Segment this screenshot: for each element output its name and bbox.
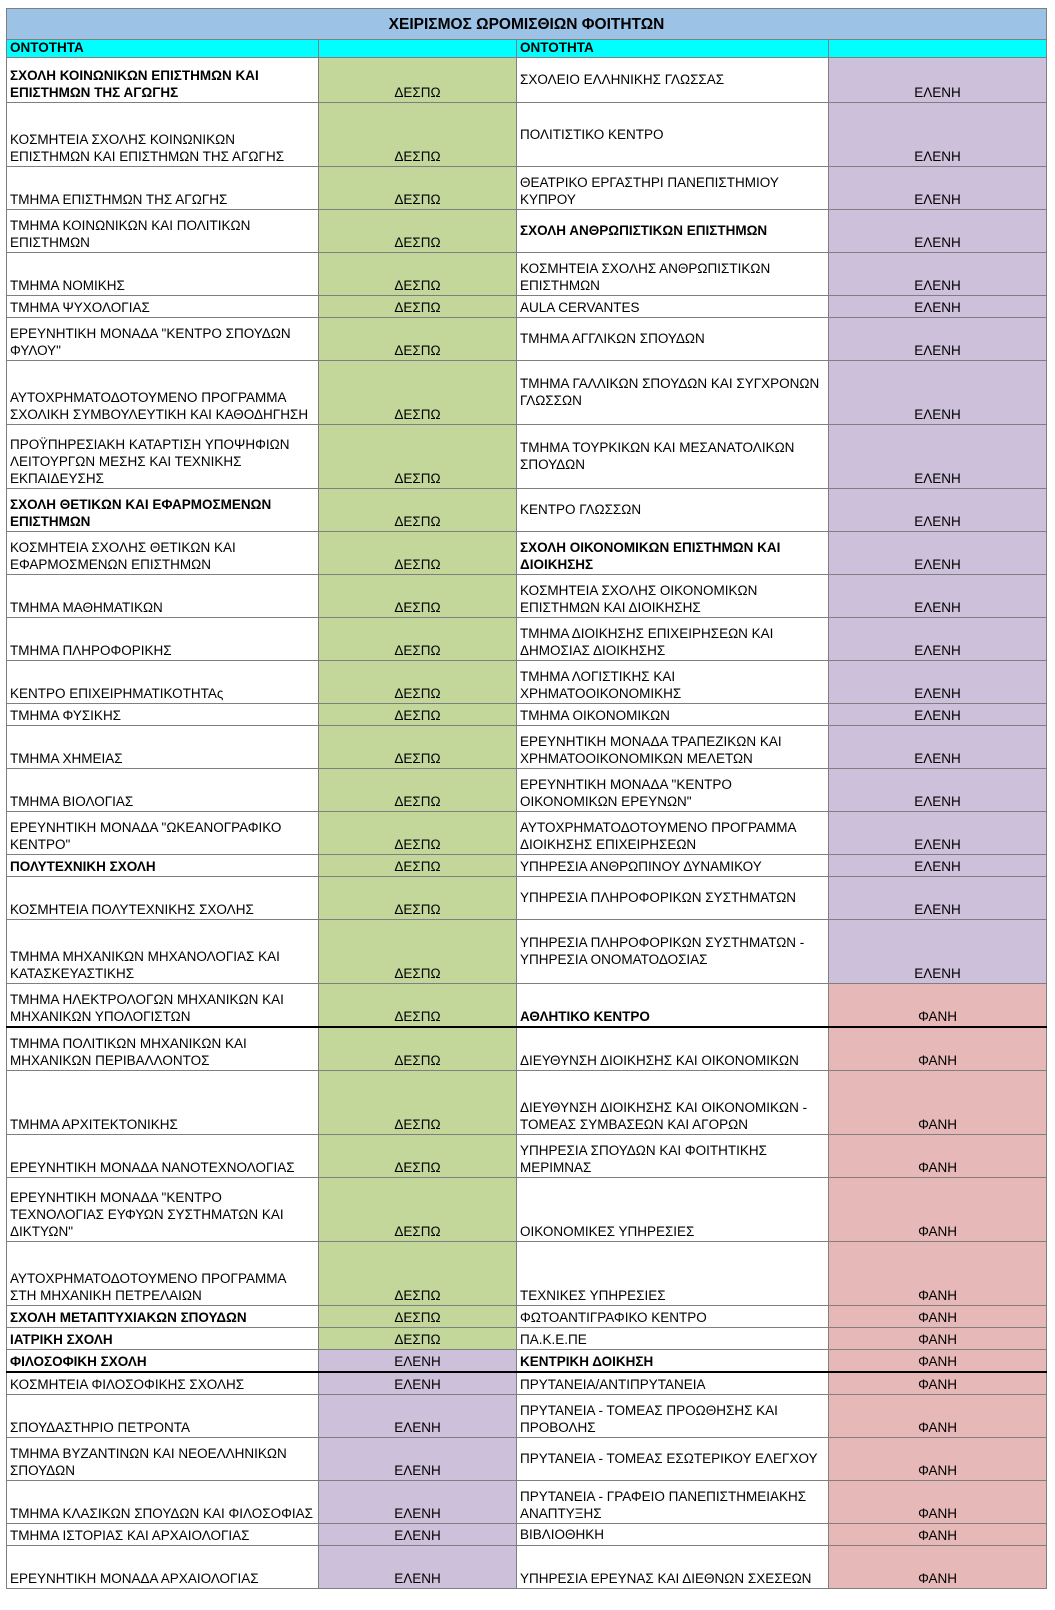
left-owner: ΔΕΣΠΩ (319, 318, 517, 361)
table-row (7, 425, 1047, 489)
right-owner: ΕΛΕΝΗ (829, 877, 1047, 920)
right-owner: ΦΑΝΗ (829, 1546, 1047, 1589)
left-entity-name: ΚΟΣΜΗΤΕΙΑ ΣΧΟΛΗΣ ΚΟΙΝΩΝΙΚΩΝ ΕΠΙΣΤΗΜΩΝ ΚΑΙ ΕΠΙΣΤΗΜΩΝ ΤΗΣ ΑΓΩΓΗΣ (7, 103, 319, 167)
left-entity-name: ΕΡΕΥΝΗΤΙΚΗ ΜΟΝΑΔΑ ΑΡΧΑΙΟΛΟΓΙΑΣ (7, 1546, 319, 1589)
right-owner: ΦΑΝΗ (829, 1328, 1047, 1350)
right-owner: ΦΑΝΗ (829, 1481, 1047, 1524)
left-entity-name: ΠΡΟΫΠΗΡΕΣΙΑΚΗ ΚΑΤΑΡΤΙΣΗ ΥΠΟΨΗΦΙΩΝ ΛΕΙΤΟΥΡΓΩΝ ΜΕΣΗΣ ΚΑΙ ΤΕΧΝΙΚΗΣ ΕΚΠΑΙΔΕΥΣΗΣ (7, 425, 319, 489)
left-entity-name: ΣΧΟΛΗ ΘΕΤΙΚΩΝ ΚΑΙ ΕΦΑΡΜΟΣΜΕΝΩΝ ΕΠΙΣΤΗΜΩΝ (7, 489, 319, 532)
left-owner: ΔΕΣΠΩ (319, 210, 517, 253)
right-owner: ΦΑΝΗ (829, 1027, 1047, 1071)
table-row (7, 210, 1047, 253)
left-owner: ΔΕΣΠΩ (319, 58, 517, 103)
right-owner: ΦΑΝΗ (829, 1372, 1047, 1395)
table-row (7, 855, 1047, 877)
left-owner: ΔΕΣΠΩ (319, 1135, 517, 1178)
table-row (7, 103, 1047, 167)
right-owner: ΕΛΕΝΗ (829, 920, 1047, 984)
left-entity-name: ΦΙΛΟΣΟΦΙΚΗ ΣΧΟΛΗ (7, 1350, 319, 1373)
right-entity-name: ΚΕΝΤΡΟ ΓΛΩΣΣΩΝ (517, 489, 829, 532)
left-owner: ΔΕΣΠΩ (319, 984, 517, 1028)
right-entity-name: ΤΜΗΜΑ ΔΙΟΙΚΗΣΗΣ ΕΠΙΧΕΙΡΗΣΕΩΝ ΚΑΙ ΔΗΜΟΣΙΑΣ ΔΙΟΙΚΗΣΗΣ (517, 618, 829, 661)
right-entity-name: ΤΜΗΜΑ ΟΙΚΟΝΟΜΙΚΩΝ (517, 704, 829, 726)
table-row (7, 1546, 1047, 1589)
right-entity-name: ΒΙΒΛΙΟΘΗΚΗ (517, 1524, 829, 1546)
left-entity-name: ΣΧΟΛΗ ΚΟΙΝΩΝΙΚΩΝ ΕΠΙΣΤΗΜΩΝ ΚΑΙ ΕΠΙΣΤΗΜΩΝ ΤΗΣ ΑΓΩΓΗΣ (7, 58, 319, 103)
left-entity-name: ΚΕΝΤΡΟ ΕΠΙΧΕΙΡΗΜΑΤΙΚΟΤΗΤΑς (7, 661, 319, 704)
left-owner: ΕΛΕΝΗ (319, 1481, 517, 1524)
right-owner: ΕΛΕΝΗ (829, 167, 1047, 210)
right-entity-name: ΤΜΗΜΑ ΓΑΛΛΙΚΩΝ ΣΠΟΥΔΩΝ ΚΑΙ ΣΥΓΧΡΟΝΩΝ ΓΛΩΣΣΩΝ (517, 361, 829, 425)
spreadsheet (6, 8, 1046, 1589)
right-entity-name: ΚΟΣΜΗΤΕΙΑ ΣΧΟΛΗΣ ΟΙΚΟΝΟΜΙΚΩΝ ΕΠΙΣΤΗΜΩΝ ΚΑΙ ΔΙΟΙΚΗΣΗΣ (517, 575, 829, 618)
right-entity-name: ΣΧΟΛΕΙΟ ΕΛΛΗΝΙΚΗΣ ΓΛΩΣΣΑΣ (517, 58, 829, 103)
left-entity-name: ΤΜΗΜΑ ΠΛΗΡΟΦΟΡΙΚΗΣ (7, 618, 319, 661)
right-entity-name: ΣΧΟΛΗ ΟΙΚΟΝΟΜΙΚΩΝ ΕΠΙΣΤΗΜΩΝ ΚΑΙ ΔΙΟΙΚΗΣΗΣ (517, 532, 829, 575)
left-entity-name: ΤΜΗΜΑ ΚΟΙΝΩΝΙΚΩΝ ΚΑΙ ΠΟΛΙΤΙΚΩΝ ΕΠΙΣΤΗΜΩΝ (7, 210, 319, 253)
left-entity-name: ΤΜΗΜΑ ΧΗΜΕΙΑΣ (7, 726, 319, 769)
right-entity-name: ΚΟΣΜΗΤΕΙΑ ΣΧΟΛΗΣ ΑΝΘΡΩΠΙΣΤΙΚΩΝ ΕΠΙΣΤΗΜΩΝ (517, 253, 829, 296)
table-row (7, 618, 1047, 661)
right-owner: ΕΛΕΝΗ (829, 855, 1047, 877)
right-owner: ΕΛΕΝΗ (829, 726, 1047, 769)
left-owner: ΕΛΕΝΗ (319, 1546, 517, 1589)
right-owner: ΕΛΕΝΗ (829, 618, 1047, 661)
left-owner: ΔΕΣΠΩ (319, 877, 517, 920)
right-entity-header: ΟΝΤΟΤΗΤΑ (517, 40, 829, 58)
right-owner: ΦΑΝΗ (829, 1135, 1047, 1178)
left-owner: ΔΕΣΠΩ (319, 1027, 517, 1071)
right-entity-name: ΟΙΚΟΝΟΜΙΚΕΣ ΥΠΗΡΕΣΙΕΣ (517, 1178, 829, 1242)
right-entity-name: ΑΘΛΗΤΙΚΟ ΚΕΝΤΡΟ (517, 984, 829, 1028)
right-owner-header (829, 40, 1047, 58)
right-owner: ΕΛΕΝΗ (829, 661, 1047, 704)
left-owner: ΔΕΣΠΩ (319, 489, 517, 532)
right-entity-name: AULA CERVANTES (517, 296, 829, 318)
left-entity-name: ΣΠΟΥΔΑΣΤΗΡΙΟ ΠΕΤΡΟΝΤΑ (7, 1395, 319, 1438)
right-entity-name: ΠΡΥΤΑΝΕΙΑ - ΤΟΜΕΑΣ ΕΣΩΤΕΡΙΚΟΥ ΕΛΕΓΧΟΥ (517, 1438, 829, 1481)
table-row (7, 1372, 1047, 1395)
left-owner-header (319, 40, 517, 58)
right-entity-name: ΥΠΗΡΕΣΙΑ ΕΡΕΥΝΑΣ ΚΑΙ ΔΙΕΘΝΩΝ ΣΧΕΣΕΩΝ (517, 1546, 829, 1589)
right-entity-name: ΘΕΑΤΡΙΚΟ ΕΡΓΑΣΤΗΡΙ ΠΑΝΕΠΙΣΤΗΜΙΟΥ ΚΥΠΡΟΥ (517, 167, 829, 210)
left-owner: ΔΕΣΠΩ (319, 769, 517, 812)
left-owner: ΔΕΣΠΩ (319, 253, 517, 296)
table-row (7, 253, 1047, 296)
left-entity-name: ΤΜΗΜΑ ΜΑΘΗΜΑΤΙΚΩΝ (7, 575, 319, 618)
table-row (7, 920, 1047, 984)
right-entity-name: ΠΡΥΤΑΝΕΙΑ - ΓΡΑΦΕΙΟ ΠΑΝΕΠΙΣΤΗΜΕΙΑΚΗΣ ΑΝΑΠΤΥΞΗΣ (517, 1481, 829, 1524)
right-entity-name: ΕΡΕΥΝΗΤΙΚΗ ΜΟΝΑΔΑ ΤΡΑΠΕΖΙΚΩΝ ΚΑΙ ΧΡΗΜΑΤΟΟΙΚΟΝΟΜΙΚΩΝ ΜΕΛΕΤΩΝ (517, 726, 829, 769)
table-row (7, 575, 1047, 618)
left-owner: ΔΕΣΠΩ (319, 532, 517, 575)
right-entity-name: ΦΩΤΟΑΝΤΙΓΡΑΦΙΚΟ ΚΕΝΤΡΟ (517, 1306, 829, 1328)
table-row (7, 1438, 1047, 1481)
left-entity-name: ΤΜΗΜΑ ΠΟΛΙΤΙΚΩΝ ΜΗΧΑΝΙΚΩΝ ΚΑΙ ΜΗΧΑΝΙΚΩΝ ΠΕΡΙΒΑΛΛΟΝΤΟΣ (7, 1027, 319, 1071)
table-row (7, 877, 1047, 920)
table-row (7, 167, 1047, 210)
table-row (7, 1328, 1047, 1350)
left-entity-name: ΤΜΗΜΑ ΜΗΧΑΝΙΚΩΝ ΜΗΧΑΝΟΛΟΓΙΑΣ ΚΑΙ ΚΑΤΑΣΚΕΥΑΣΤΙΚΗΣ (7, 920, 319, 984)
left-owner: ΔΕΣΠΩ (319, 575, 517, 618)
table-row (7, 489, 1047, 532)
left-entity-name: ΚΟΣΜΗΤΕΙΑ ΠΟΛΥΤΕΧΝΙΚΗΣ ΣΧΟΛΗΣ (7, 877, 319, 920)
left-owner: ΕΛΕΝΗ (319, 1524, 517, 1546)
left-owner: ΔΕΣΠΩ (319, 1306, 517, 1328)
right-entity-name: ΥΠΗΡΕΣΙΑ ΑΝΘΡΩΠΙΝΟΥ ΔΥΝΑΜΙΚΟΥ (517, 855, 829, 877)
right-entity-name: ΥΠΗΡΕΣΙΑ ΣΠΟΥΔΩΝ ΚΑΙ ΦΟΙΤΗΤΙΚΗΣ ΜΕΡΙΜΝΑΣ (517, 1135, 829, 1178)
left-owner: ΔΕΣΠΩ (319, 1178, 517, 1242)
header-row (7, 40, 1047, 58)
right-owner: ΕΛΕΝΗ (829, 361, 1047, 425)
right-owner: ΕΛΕΝΗ (829, 425, 1047, 489)
left-owner: ΕΛΕΝΗ (319, 1350, 517, 1373)
left-owner: ΕΛΕΝΗ (319, 1395, 517, 1438)
left-owner: ΔΕΣΠΩ (319, 1071, 517, 1135)
table-row (7, 1178, 1047, 1242)
right-owner: ΦΑΝΗ (829, 1350, 1047, 1373)
left-entity-name: ΤΜΗΜΑ ΑΡΧΙΤΕΚΤΟΝΙΚΗΣ (7, 1071, 319, 1135)
table-row (7, 984, 1047, 1028)
left-entity-name: ΕΡΕΥΝΗΤΙΚΗ ΜΟΝΑΔΑ "ΚΕΝΤΡΟ ΤΕΧΝΟΛΟΓΙΑΣ ΕΥΦΥΩΝ ΣΥΣΤΗΜΑΤΩΝ ΚΑΙ ΔΙΚΤΥΩΝ" (7, 1178, 319, 1242)
assignment-table (6, 8, 1047, 1589)
left-entity-name: ΤΜΗΜΑ ΝΟΜΙΚΗΣ (7, 253, 319, 296)
left-entity-name: ΙΑΤΡΙΚΗ ΣΧΟΛΗ (7, 1328, 319, 1350)
right-owner: ΕΛΕΝΗ (829, 103, 1047, 167)
left-entity-name: ΚΟΣΜΗΤΕΙΑ ΦΙΛΟΣΟΦΙΚΗΣ ΣΧΟΛΗΣ (7, 1372, 319, 1395)
right-owner: ΦΑΝΗ (829, 1395, 1047, 1438)
right-entity-name: ΣΧΟΛΗ ΑΝΘΡΩΠΙΣΤΙΚΩΝ ΕΠΙΣΤΗΜΩΝ (517, 210, 829, 253)
left-owner: ΔΕΣΠΩ (319, 855, 517, 877)
right-owner: ΦΑΝΗ (829, 1071, 1047, 1135)
table-row (7, 296, 1047, 318)
right-entity-name: ΥΠΗΡΕΣΙΑ ΠΛΗΡΟΦΟΡΙΚΩΝ ΣΥΣΤΗΜΑΤΩΝ - ΥΠΗΡΕΣΙΑ ΟΝΟΜΑΤΟΔΟΣΙΑΣ (517, 920, 829, 984)
table-row (7, 1481, 1047, 1524)
left-owner: ΔΕΣΠΩ (319, 812, 517, 855)
left-owner: ΔΕΣΠΩ (319, 661, 517, 704)
right-entity-name: ΠΡΥΤΑΝΕΙΑ - ΤΟΜΕΑΣ ΠΡΟΩΘΗΣΗΣ ΚΑΙ ΠΡΟΒΟΛΗΣ (517, 1395, 829, 1438)
left-entity-name: ΚΟΣΜΗΤΕΙΑ ΣΧΟΛΗΣ ΘΕΤΙΚΩΝ ΚΑΙ ΕΦΑΡΜΟΣΜΕΝΩΝ ΕΠΙΣΤΗΜΩΝ (7, 532, 319, 575)
left-entity-name: ΤΜΗΜΑ ΚΛΑΣΙΚΩΝ ΣΠΟΥΔΩΝ ΚΑΙ ΦΙΛΟΣΟΦΙΑΣ (7, 1481, 319, 1524)
right-owner: ΕΛΕΝΗ (829, 318, 1047, 361)
table-row (7, 704, 1047, 726)
right-owner: ΕΛΕΝΗ (829, 253, 1047, 296)
right-owner: ΕΛΕΝΗ (829, 296, 1047, 318)
right-owner: ΦΑΝΗ (829, 1438, 1047, 1481)
left-owner: ΔΕΣΠΩ (319, 920, 517, 984)
right-owner: ΕΛΕΝΗ (829, 704, 1047, 726)
table-row (7, 1306, 1047, 1328)
right-owner: ΕΛΕΝΗ (829, 58, 1047, 103)
right-entity-name: ΠΟΛΙΤΙΣΤΙΚΟ ΚΕΝΤΡΟ (517, 103, 829, 167)
left-owner: ΔΕΣΠΩ (319, 296, 517, 318)
table-row (7, 1135, 1047, 1178)
left-owner: ΔΕΣΠΩ (319, 704, 517, 726)
table-row (7, 58, 1047, 103)
left-owner: ΕΛΕΝΗ (319, 1438, 517, 1481)
table-row (7, 1242, 1047, 1306)
right-owner: ΕΛΕΝΗ (829, 210, 1047, 253)
right-entity-name: ΠΑ.Κ.Ε.ΠΕ (517, 1328, 829, 1350)
left-owner: ΔΕΣΠΩ (319, 361, 517, 425)
left-entity-name: ΤΜΗΜΑ ΕΠΙΣΤΗΜΩΝ ΤΗΣ ΑΓΩΓΗΣ (7, 167, 319, 210)
right-owner: ΕΛΕΝΗ (829, 769, 1047, 812)
right-entity-name: ΠΡΥΤΑΝΕΙΑ/ΑΝΤΙΠΡΥΤΑΝΕΙΑ (517, 1372, 829, 1395)
left-owner: ΔΕΣΠΩ (319, 1328, 517, 1350)
left-entity-name: ΠΟΛΥΤΕΧΝΙΚΗ ΣΧΟΛΗ (7, 855, 319, 877)
table-row (7, 361, 1047, 425)
left-entity-name: ΤΜΗΜΑ ΦΥΣΙΚΗΣ (7, 704, 319, 726)
right-entity-name: ΤΜΗΜΑ ΑΓΓΛΙΚΩΝ ΣΠΟΥΔΩΝ (517, 318, 829, 361)
right-owner: ΕΛΕΝΗ (829, 532, 1047, 575)
right-entity-name: ΚΕΝΤΡΙΚΗ ΔΟΙΚΗΣΗ (517, 1350, 829, 1373)
left-entity-name: ΤΜΗΜΑ ΨΥΧΟΛΟΓΙΑΣ (7, 296, 319, 318)
left-entity-name: ΣΧΟΛΗ ΜΕΤΑΠΤΥΧΙΑΚΩΝ ΣΠΟΥΔΩΝ (7, 1306, 319, 1328)
right-entity-name: ΕΡΕΥΝΗΤΙΚΗ ΜΟΝΑΔΑ "ΚΕΝΤΡΟ ΟΙΚΟΝΟΜΙΚΩΝ ΕΡΕΥΝΩΝ" (517, 769, 829, 812)
left-entity-name: ΕΡΕΥΝΗΤΙΚΗ ΜΟΝΑΔΑ ΝΑΝΟΤΕΧΝΟΛΟΓΙΑΣ (7, 1135, 319, 1178)
right-owner: ΦΑΝΗ (829, 984, 1047, 1028)
left-owner: ΔΕΣΠΩ (319, 618, 517, 661)
table-row (7, 1395, 1047, 1438)
table-body (7, 58, 1047, 1589)
left-owner: ΔΕΣΠΩ (319, 1242, 517, 1306)
left-entity-name: ΤΜΗΜΑ ΒΥΖΑΝΤΙΝΩΝ ΚΑΙ ΝΕΟΕΛΛΗΝΙΚΩΝ ΣΠΟΥΔΩΝ (7, 1438, 319, 1481)
right-entity-name: ΥΠΗΡΕΣΙΑ ΠΛΗΡΟΦΟΡΙΚΩΝ ΣΥΣΤΗΜΑΤΩΝ (517, 877, 829, 920)
left-entity-header: ΟΝΤΟΤΗΤΑ (7, 40, 319, 58)
table-row (7, 726, 1047, 769)
right-entity-name: ΤΜΗΜΑ ΤΟΥΡΚΙΚΩΝ ΚΑΙ ΜΕΣΑΝΑΤΟΛΙΚΩΝ ΣΠΟΥΔΩΝ (517, 425, 829, 489)
left-entity-name: ΑΥΤΟΧΡΗΜΑΤΟΔΟΤΟΥΜΕΝΟ ΠΡΟΓΡΑΜΜΑ ΣΧΟΛΙΚΗ ΣΥΜΒΟΥΛΕΥΤΙΚΗ ΚΑΙ ΚΑΘΟΔΗΓΗΣΗ (7, 361, 319, 425)
table-title: ΧΕΙΡΙΣΜΟΣ ΩΡΟΜΙΣΘΙΩΝ ΦΟΙΤΗΤΩΝ (7, 9, 1047, 40)
left-owner: ΔΕΣΠΩ (319, 103, 517, 167)
table-row (7, 812, 1047, 855)
right-entity-name: ΔΙΕΥΘΥΝΣΗ ΔΙΟΙΚΗΣΗΣ ΚΑΙ ΟΙΚΟΝΟΜΙΚΩΝ - ΤΟΜΕΑΣ ΣΥΜΒΑΣΕΩΝ ΚΑΙ ΑΓΟΡΩΝ (517, 1071, 829, 1135)
table-row (7, 769, 1047, 812)
table-row (7, 661, 1047, 704)
right-owner: ΦΑΝΗ (829, 1178, 1047, 1242)
table-row (7, 1524, 1047, 1546)
right-owner: ΕΛΕΝΗ (829, 575, 1047, 618)
left-entity-name: ΤΜΗΜΑ ΗΛΕΚΤΡΟΛΟΓΩΝ ΜΗΧΑΝΙΚΩΝ ΚΑΙ ΜΗΧΑΝΙΚΩΝ ΥΠΟΛΟΓΙΣΤΩΝ (7, 984, 319, 1028)
left-owner: ΔΕΣΠΩ (319, 167, 517, 210)
table-row (7, 1071, 1047, 1135)
left-entity-name: ΕΡΕΥΝΗΤΙΚΗ ΜΟΝΑΔΑ "ΩΚΕΑΝΟΓΡΑΦΙΚΟ ΚΕΝΤΡΟ" (7, 812, 319, 855)
right-entity-name: ΔΙΕΥΘΥΝΣΗ ΔΙΟΙΚΗΣΗΣ ΚΑΙ ΟΙΚΟΝΟΜΙΚΩΝ (517, 1027, 829, 1071)
right-entity-name: ΑΥΤΟΧΡΗΜΑΤΟΔΟΤΟΥΜΕΝΟ ΠΡΟΓΡΑΜΜΑ ΔΙΟΙΚΗΣΗΣ ΕΠΙΧΕΙΡΗΣΕΩΝ (517, 812, 829, 855)
right-owner: ΦΑΝΗ (829, 1306, 1047, 1328)
left-owner: ΔΕΣΠΩ (319, 726, 517, 769)
right-owner: ΕΛΕΝΗ (829, 489, 1047, 532)
right-entity-name: ΤΜΗΜΑ ΛΟΓΙΣΤΙΚΗΣ ΚΑΙ ΧΡΗΜΑΤΟΟΙΚΟΝΟΜΙΚΗΣ (517, 661, 829, 704)
right-owner: ΦΑΝΗ (829, 1242, 1047, 1306)
right-entity-name: ΤΕΧΝΙΚΕΣ ΥΠΗΡΕΣΙΕΣ (517, 1242, 829, 1306)
table-row (7, 1350, 1047, 1373)
left-owner: ΕΛΕΝΗ (319, 1372, 517, 1395)
right-owner: ΦΑΝΗ (829, 1524, 1047, 1546)
left-entity-name: ΑΥΤΟΧΡΗΜΑΤΟΔΟΤΟΥΜΕΝΟ ΠΡΟΓΡΑΜΜΑ ΣΤΗ ΜΗΧΑΝΙΚΗ ΠΕΤΡΕΛΑΙΩΝ (7, 1242, 319, 1306)
left-entity-name: ΤΜΗΜΑ ΒΙΟΛΟΓΙΑΣ (7, 769, 319, 812)
left-entity-name: ΤΜΗΜΑ ΙΣΤΟΡΙΑΣ ΚΑΙ ΑΡΧΑΙΟΛΟΓΙΑΣ (7, 1524, 319, 1546)
table-row (7, 1027, 1047, 1071)
left-owner: ΔΕΣΠΩ (319, 425, 517, 489)
table-row (7, 318, 1047, 361)
table-row (7, 532, 1047, 575)
right-owner: ΕΛΕΝΗ (829, 812, 1047, 855)
left-entity-name: ΕΡΕΥΝΗΤΙΚΗ ΜΟΝΑΔΑ "ΚΕΝΤΡΟ ΣΠΟΥΔΩΝ ΦΥΛΟΥ" (7, 318, 319, 361)
